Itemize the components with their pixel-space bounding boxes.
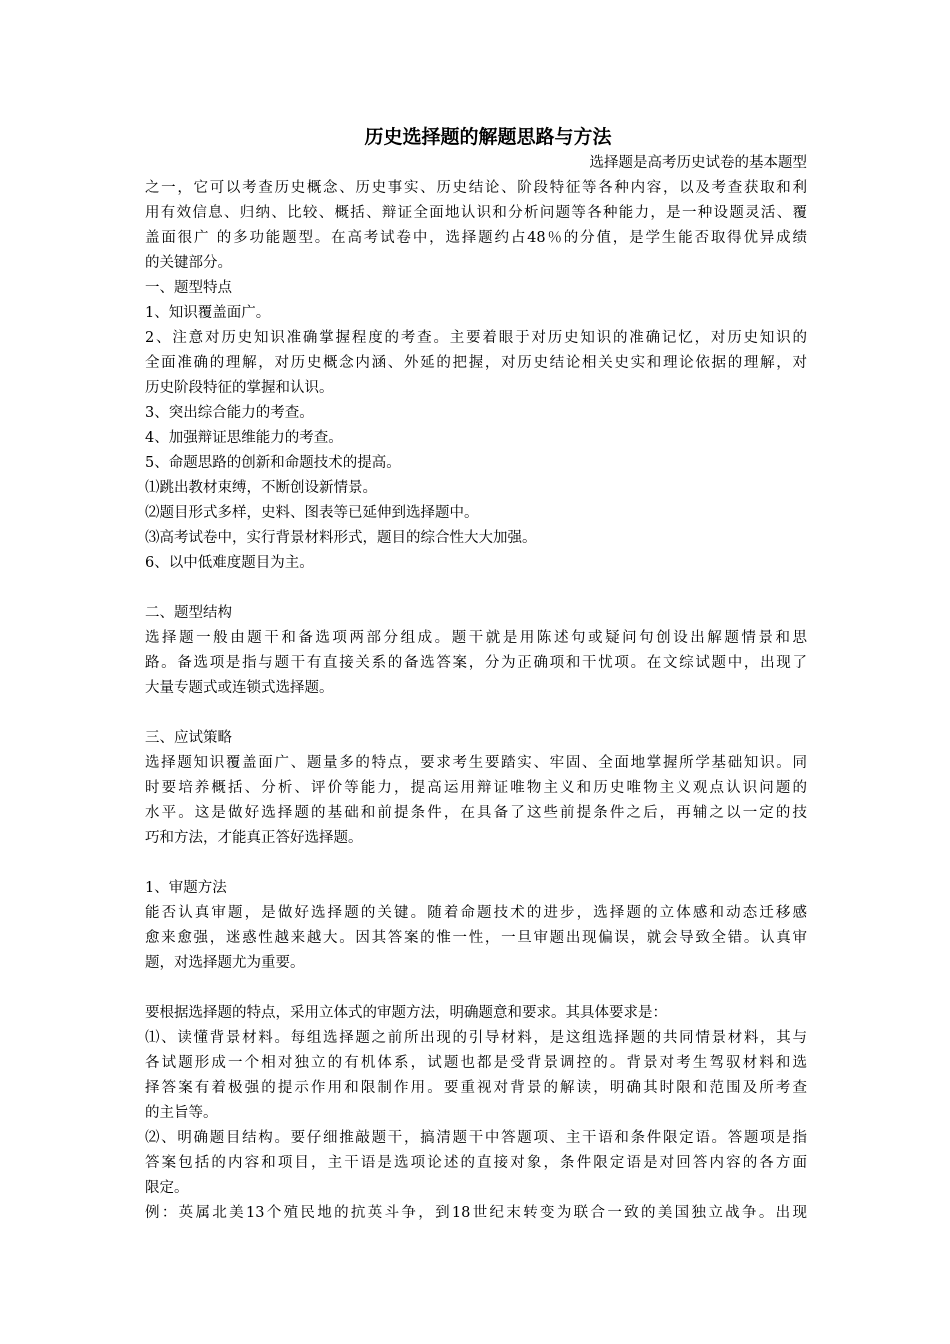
text-line: 择答案有着极强的提示作用和限制作用。要重视对背景的解读，明确其时限和范围及所考查 bbox=[145, 1080, 807, 1096]
text-line: 时要培养概括、分析、评价等能力，提高运用辩证唯物主义和历史唯物主义观点认识问题的 bbox=[145, 780, 807, 796]
text-line: 愈来愈强，迷惑性越来越大。因其答案的惟一性，一旦审题出现偏误，就会导致全错。认真审 bbox=[145, 930, 807, 946]
text-line: 各试题形成一个相对独立的有机体系，试题也都是受背景调控的。背景对考生驾驭材料和选 bbox=[145, 1055, 807, 1071]
text-line: 之一，它可以考查历史概念、历史事实、历史结论、阶段特征等各种内容，以及考查获取和利 bbox=[145, 180, 807, 196]
text-line: ⑵题目形式多样，史料、图表等已延伸到选择题中。 bbox=[145, 505, 479, 521]
text-line: 能否认真审题，是做好选择题的关键。随着命题技术的进步，选择题的立体感和动态迁移感 bbox=[145, 905, 807, 921]
text-line: 1、审题方法 bbox=[145, 880, 227, 896]
text-line: 答案包括的内容和项目，主干语是选项论述的直接对象，条件限定语是对回答内容的各方面 bbox=[145, 1155, 807, 1171]
text-line: ⑶高考试卷中，实行背景材料形式，题目的综合性大大加强。 bbox=[145, 530, 537, 546]
text-line: 水平。这是做好选择题的基础和前提条件，在具备了这些前提条件之后，再辅之以一定的技 bbox=[145, 805, 807, 821]
text-line: 1、知识覆盖面广。 bbox=[145, 305, 271, 321]
text-line: ⑴跳出教材束缚，不断创设新情景。 bbox=[145, 480, 377, 496]
text-line: ⑵、明确题目结构。要仔细推敲题干，搞清题干中答题项、主干语和条件限定语。答题项是指 bbox=[145, 1130, 807, 1146]
blank-line bbox=[145, 576, 807, 601]
text-line: 的主旨等。 bbox=[145, 1105, 218, 1121]
text-line: 2、注意对历史知识准确掌握程度的考查。主要着眼于对历史知识的准确记忆，对历史知识的 bbox=[145, 330, 807, 346]
text-line: 大量专题式或连锁式选择题。 bbox=[145, 680, 334, 696]
text-line: 全面准确的理解，对历史概念内涵、外延的把握，对历史结论相关史实和理论依据的理解，对 bbox=[145, 355, 807, 371]
text-line: 例：英属北美13个殖民地的抗英斗争，到18世纪末转变为联合一致的美国独立战争。出现 bbox=[145, 1205, 807, 1221]
text-line: 题，对选择题尤为重要。 bbox=[145, 955, 305, 971]
text-line: 历史阶段特征的掌握和认识。 bbox=[145, 380, 334, 396]
text-line: 二、题型结构 bbox=[145, 605, 232, 621]
text-line: 的关键部分。 bbox=[145, 255, 232, 271]
text-line: ⑴、读懂背景材料。每组选择题之前所出现的引导材料，是这组选择题的共同情景材料，其与 bbox=[145, 1030, 807, 1046]
text-line: 选择题是高考历史试卷的基本题型 bbox=[589, 155, 807, 171]
text-line: 三、应试策略 bbox=[145, 730, 232, 746]
text-line: 巧和方法，才能真正答好选择题。 bbox=[145, 830, 363, 846]
document-body bbox=[145, 151, 807, 1226]
blank-line bbox=[145, 851, 807, 876]
text-line: 5、命题思路的创新和命题技术的提高。 bbox=[145, 455, 401, 471]
text-line: 3、突出综合能力的考查。 bbox=[145, 405, 314, 421]
blank-line bbox=[145, 976, 807, 1001]
text-line: 选择题一般由题干和备选项两部分组成。题干就是用陈述句或疑问句创设出解题情景和思 bbox=[145, 630, 807, 646]
text-line: 路。备选项是指与题干有直接关系的备选答案，分为正确项和干忧项。在文综试题中，出现了 bbox=[145, 655, 807, 671]
text-line: 限定。 bbox=[145, 1180, 189, 1196]
page-title: 历史选择题的解题思路与方法 bbox=[364, 126, 612, 148]
text-line: 一、题型特点 bbox=[145, 280, 232, 296]
text-line: 用有效信息、归纳、比较、概括、辩证全面地认识和分析问题等各种能力，是一种设题灵活、覆 bbox=[145, 205, 807, 221]
text-line: 要根据选择题的特点，采用立体式的审题方法，明确题意和要求。其具体要求是： bbox=[145, 1005, 667, 1021]
text-line: 6、以中低难度题目为主。 bbox=[145, 555, 314, 571]
text-line: 选择题知识覆盖面广、题量多的特点，要求考生要踏实、牢固、全面地掌握所学基础知识。同 bbox=[145, 755, 807, 771]
text-line: 4、加强辩证思维能力的考查。 bbox=[145, 430, 343, 446]
document-page bbox=[145, 123, 807, 1226]
text-line: 盖面很广 的多功能题型。在高考试卷中，选择题约占48％的分值，是学生能否取得优异成绩 bbox=[145, 230, 807, 246]
blank-line bbox=[145, 701, 807, 726]
